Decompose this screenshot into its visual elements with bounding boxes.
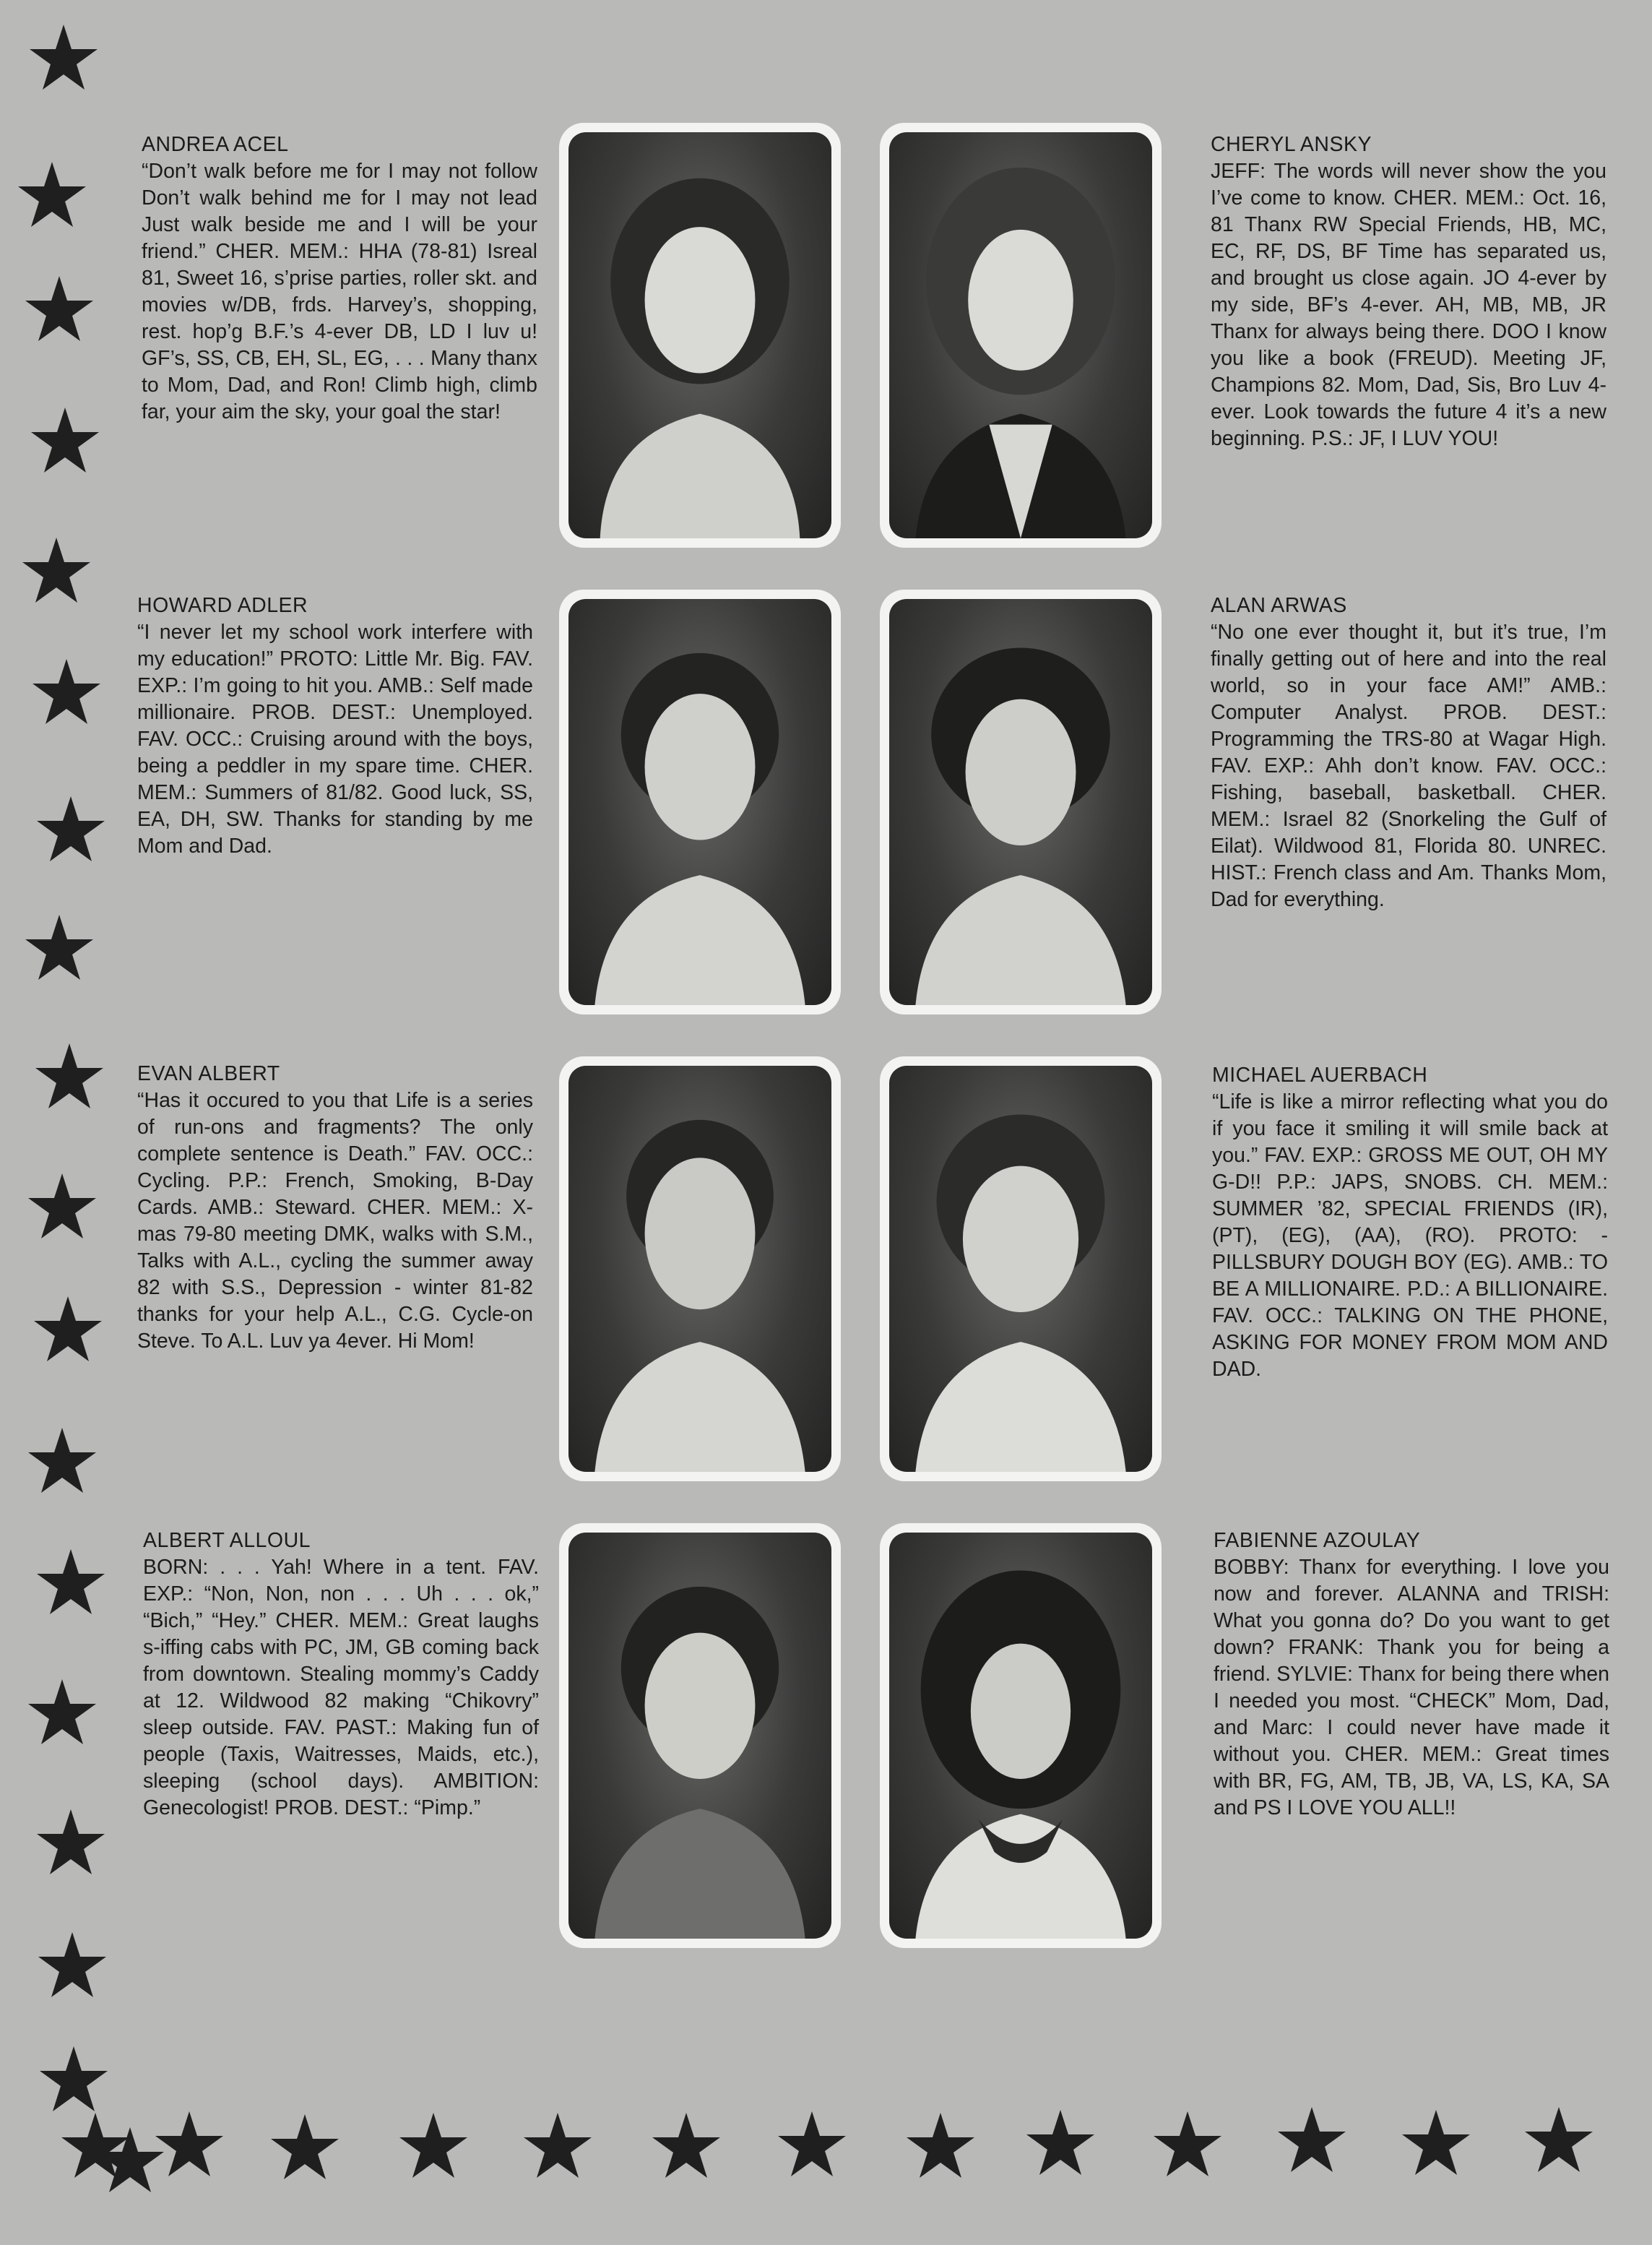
star-icon <box>269 2111 341 2184</box>
star-icon <box>20 535 92 607</box>
star-icon <box>35 793 107 866</box>
star-icon <box>38 2043 110 2116</box>
star-icon <box>29 405 101 477</box>
student-name: FABIENNE AZOULAY <box>1214 1529 1421 1552</box>
star-icon <box>27 22 100 94</box>
student-bio <box>1214 1527 1609 1822</box>
star-icon <box>1151 2108 1224 2181</box>
star-icon <box>153 2108 225 2181</box>
portrait-photo <box>880 1523 1162 1948</box>
student-text: “Don’t walk before me for I may not follow Don’t walk behind me for I may not lead Just walk beside me and I will be your friend.” CHER. MEM.: HHA (78-81) Isreal 81, Sweet 16, s’prise parties, roller skt. and movies w/DB, frds. Harvey’s, shopping, rest. hop’g B.F.’s 4-ever DB, LD I luv u! GF’s, SS, CB, EH, SL, EG, . . . Many thanx to Mom, Dad, and Ron! Climb high, climb far, your aim the sky, your goal the star! <box>142 160 537 423</box>
student-text: “Has it occured to you that Life is a series of run-ons and fragments? The only complete sentence is Death.” FAV. OCC.: Cycling. P.P.: French, Smoking, B-Day Cards. AMB.: Steward. CHER. MEM.: X-mas 79-80 meeting DMK, walks with S.M., Talks with A.L., cycling the summer away 82 with S.S., Depression - winter 81-82 thanks for your help A.L., C.G. Cycle-on Steve. To A.L. Luv ya 4ever. Hi Mom! <box>137 1089 533 1353</box>
student-text: BORN: . . . Yah! Where in a tent. FAV. EXP.: “Non, Non, non . . . Uh . . . ok,” “Bich,” “Hey.” CHER. MEM.: Great laughs s-iffing cabs with PC, JM, GB coming back from downtown. Stealing mommy’s Caddy at 12. Wildwood 82 making “Chikovry” sleep outside. FAV. PAST.: Making fun of people (Taxis, Waitresses, Maids, etc.), sleeping (school days). AMBITION: Genecologist! PROB. DEST.: “Pimp.” <box>143 1556 539 1819</box>
student-text: JEFF: The words will never show the you I’ve come to know. CHER. MEM.: Oct. 16, 81 Thanx RW Special Friends, HB, MC, EC, RF, DS, BF Time has separated us, and brought us close again. JO 4-ever by my side, BF’s 4-ever. AH, MB, MB, JR Thanx for always being there. DOO I know you like a book (FREUD). Meeting JF, Champions 82. Mom, Dad, Sis, Bro Luv 4-ever. Look towards the future 4 it’s a new beginning. P.S.: JF, I LUV YOU! <box>1211 160 1606 450</box>
student-name: MICHAEL AUERBACH <box>1212 1064 1428 1087</box>
portrait-photo <box>559 1056 841 1481</box>
portrait-photo <box>559 590 841 1014</box>
star-icon <box>26 1171 98 1243</box>
student-name: ANDREA ACEL <box>142 133 289 156</box>
student-text: “No one ever thought it, but it’s true, I’m finally getting out of here and into the real world, so in your face AM!” AMB.: Computer Analyst. PROB. DEST.: Programming the TRS-80 at Wagar High. FAV. EXP.: Ahh don’t know. FAV. OCC.: Fishing, baseball, basketball. CHER. MEM.: Israel 82 (Snorkeling the Gulf of Eilat). Wildwood 81, Florida 80. UNREC. HIST.: French class and Am. Thanks Mom, Dad for everything. <box>1211 621 1606 911</box>
student-name: EVAN ALBERT <box>137 1062 280 1085</box>
star-icon <box>16 159 88 231</box>
student-name: HOWARD ADLER <box>137 594 308 617</box>
star-icon <box>35 1806 107 1879</box>
student-bio <box>1212 1062 1608 1383</box>
star-icon <box>1523 2104 1595 2176</box>
star-icon <box>1400 2107 1472 2179</box>
portrait-photo <box>880 590 1162 1014</box>
student-bio <box>137 593 533 860</box>
student-text: “Life is like a mirror reflecting what you do if you face it smiling it will smile back at you.” FAV. EXP.: GROSS ME OUT, OH MY G-D!! P.P.: JAPS, SNOBS. CH. MEM.: SUMMER ’82, SPECIAL FRIENDS (IR), (PT), (EG), (AA), (RO). PROTO: - PILLSBURY DOUGH BOY (EG). AMB.: TO BE A MILLIONAIRE. P.D.: A BILLIONAIRE. FAV. OCC.: TALKING ON THE PHONE, ASKING FOR MONEY FROM MOM AND DAD. <box>1212 1090 1608 1381</box>
student-bio <box>1211 132 1606 452</box>
star-icon <box>776 2108 848 2181</box>
star-icon <box>33 1040 105 1113</box>
student-text: BOBBY: Thanx for everything. I love you now and forever. ALANNA and TRISH: What you gonna do? Do you want to get down? FRANK: Thank you for being a friend. SYLVIE: Thanx for being there when I needed you most. “CHECK” Mom, Dad, and Marc: I could never have made it without you. CHER. MEM.: Great times with BR, FG, AM, TB, JB, VA, LS, KA, SA and PS I LOVE YOU ALL!! <box>1214 1556 1609 1819</box>
star-icon <box>23 273 95 345</box>
portrait-photo <box>559 1523 841 1948</box>
star-icon <box>26 1425 98 1497</box>
portrait-photo <box>880 123 1162 548</box>
student-name: ALAN ARWAS <box>1211 594 1347 617</box>
student-text: “I never let my school work interfere with my education!” PROTO: Little Mr. Big. FAV. EXP.: I’m going to hit you. AMB.: Self made millionaire. PROB. DEST.: Unemployed. FAV. OCC.: Cruising around with the boys, being a peddler in my spare time. CHER. MEM.: Summers of 81/82. Good luck, SS, EA, DH, SW. Thanks for standing by me Mom and Dad. <box>137 621 533 858</box>
student-bio <box>142 132 537 426</box>
student-bio <box>143 1527 539 1822</box>
star-icon <box>904 2110 977 2182</box>
student-bio <box>1211 593 1606 913</box>
portrait-photo <box>559 123 841 548</box>
star-icon <box>36 1929 108 2001</box>
portrait-photo <box>880 1056 1162 1481</box>
student-name: ALBERT ALLOUL <box>143 1529 311 1552</box>
star-icon <box>522 2110 594 2182</box>
star-icon <box>26 1676 98 1749</box>
star-icon <box>23 912 95 984</box>
star-icon <box>397 2110 470 2182</box>
star-icon <box>1024 2107 1097 2179</box>
star-icon <box>1276 2104 1348 2176</box>
star-icon <box>35 1546 107 1619</box>
student-name: CHERYL ANSKY <box>1211 133 1372 156</box>
star-icon <box>32 1293 104 1366</box>
student-bio <box>137 1061 533 1355</box>
star-icon <box>30 656 103 728</box>
star-icon <box>650 2110 722 2182</box>
